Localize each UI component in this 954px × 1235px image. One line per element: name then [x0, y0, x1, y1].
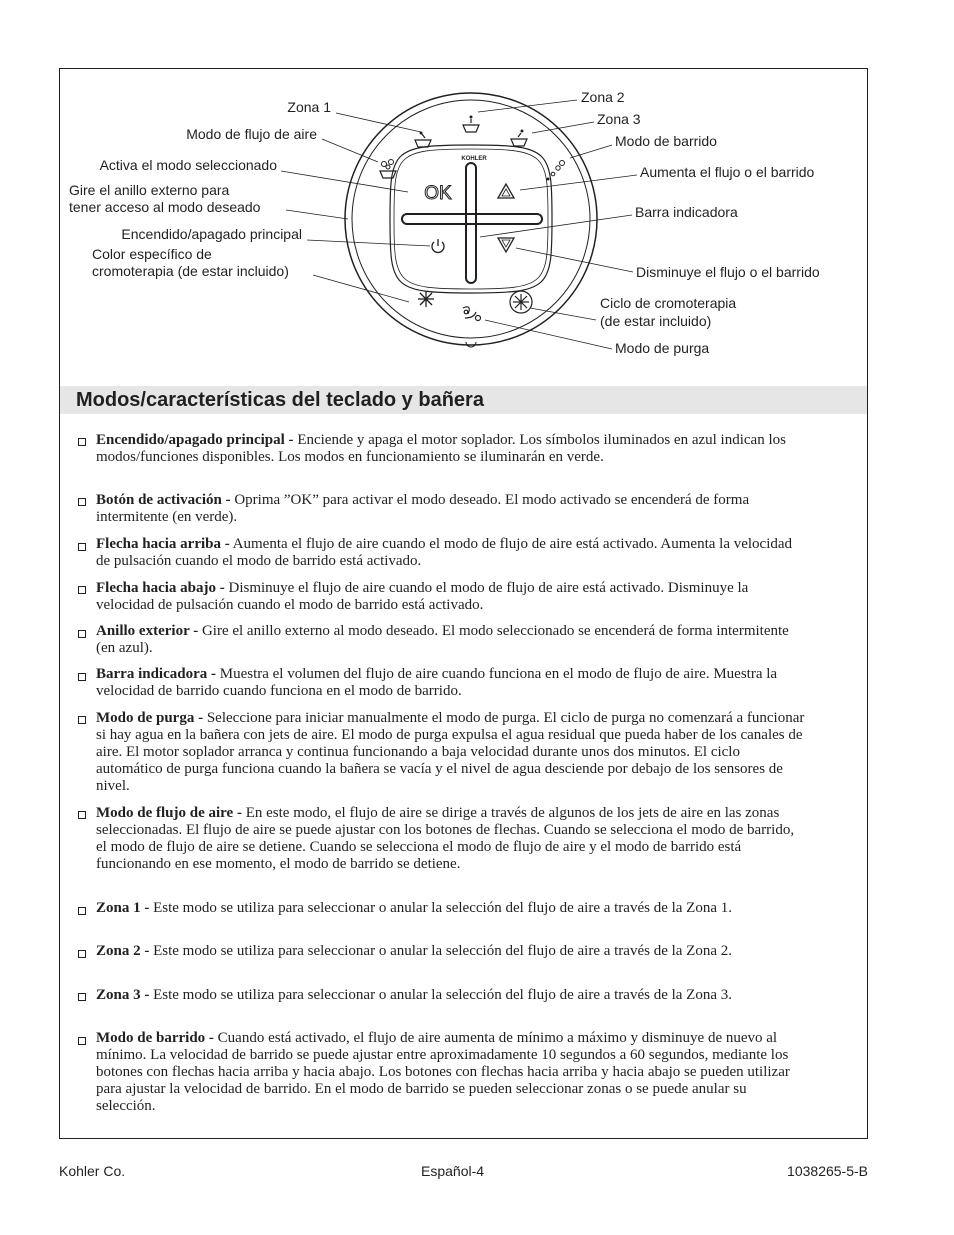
bullet-icon [78, 811, 86, 819]
label-zona1: Zona 1 [287, 99, 331, 115]
list-item: Modo de barrido - Cuando está activado, el flujo de aire aumenta de mínimo a máximo y disminuye de nuevo al mínimo. La velocidad de barrido se puede ajustar entre aproximadamente 10 segundos a 60 segundos, mediante los botones con flechas hacia arriba y hacia abajo. Los botones con flechas hacia arriba y hacia abajo se pueden utilizar para ajustar la velocidad de barrido. En el modo de barrido se pueden seleccionar zonas o se puede anular su selección. [96, 1030, 790, 1114]
label-disminuye: Disminuye el flujo o el barrido [636, 264, 820, 280]
label-ciclo-1: Ciclo de cromoterapia [600, 295, 737, 311]
bullet-icon [78, 586, 86, 594]
ok-button[interactable]: OK [424, 183, 452, 204]
label-color-2: cromoterapia (de estar incluido) [92, 263, 289, 279]
bullet-icon [78, 716, 86, 724]
list-item: Encendido/apagado principal - Enciende y apaga el motor soplador. Los símbolos iluminados en azul indican los modos/funciones disponibles. Los modos en funcionamiento se iluminarán en verde. [96, 432, 786, 465]
label-modo-barrido: Modo de barrido [615, 133, 717, 149]
bullet-icon [78, 498, 86, 506]
label-gire-anillo-1: Gire el anillo externo para [69, 182, 230, 198]
list-item: Zona 2 - Este modo se utiliza para seleccionar o anular la selección del flujo de aire a través de la Zona 2. [96, 943, 733, 959]
central-keypad [390, 145, 552, 293]
list-item: Modo de purga - Seleccione para iniciar manualmente el modo de purga. El ciclo de purga no comenzará a funcionar si hay agua en la bañera con jets de aire. El modo de purga expulsa el agua residual que pueda haber de los canales de aire. El motor soplador arranca y continua funcionando a baja velocidad durante unos dos minutos. El ciclo automático de purga funciona cuando la bañera se vacía y el nivel de agua desciende por debajo de los sensores de nivel. [96, 710, 805, 794]
zone2-icon[interactable] [463, 116, 479, 133]
label-barra-indicadora: Barra indicadora [635, 204, 738, 220]
label-encendido: Encendido/apagado principal [121, 226, 302, 242]
label-activa-modo: Activa el modo seleccionado [99, 157, 277, 173]
bullet-icon [78, 993, 86, 1001]
zone1-icon[interactable] [415, 132, 431, 148]
list-item: Zona 3 - Este modo se utiliza para seleccionar o anular la selección del flujo de aire a través de la Zona 3. [96, 987, 733, 1003]
bullet-icon [78, 438, 86, 446]
bullet-icon [78, 950, 86, 958]
list-item: Flecha hacia abajo - Disminuye el flujo de aire cuando el modo de flujo de aire está activado. Disminuye la velocidad de pulsación cuando el modo de barrido está activado. [96, 580, 749, 613]
section-title: Modos/características del teclado y bañera [76, 389, 484, 411]
label-modo-flujo-aire: Modo de flujo de aire [186, 126, 317, 142]
list-item: Botón de activación - Oprima ”OK” para activar el modo deseado. El modo activado se encenderá de forma intermitente (en verde). [96, 492, 750, 525]
footer-company: Kohler Co. [59, 1163, 126, 1179]
chromotherapy-cycle-icon[interactable] [510, 291, 532, 313]
label-zona2: Zona 2 [581, 89, 625, 105]
label-purga: Modo de purga [615, 340, 710, 356]
list-item: Flecha hacia arriba - Aumenta el flujo de aire cuando el modo de flujo de aire está activado. Aumenta la velocidad de pulsación cuando el modo de barrido está activado. [96, 536, 793, 569]
brand-text: KOHLER [461, 156, 487, 162]
zone3-icon[interactable] [511, 130, 527, 147]
bullet-icon [78, 630, 86, 638]
footer-doc-number: 1038265-5-B [787, 1163, 868, 1179]
list-item: Modo de flujo de aire - En este modo, el flujo de aire se dirige a través de algunos de los jets de aire en las zonas seleccionadas. El flujo de aire se puede ajustar con los botones de flechas. Cuando se selecciona el modo de barrido, el modo de flujo de aire se detiene. Cuando se selecciona el modo de flujo de aire y el modo de barrido está funcionando en ese momento, el modo de barrido se detiene. [96, 805, 795, 872]
chromotherapy-color-icon[interactable] [418, 291, 434, 307]
list-item: Barra indicadora - Muestra el volumen del flujo de aire cuando funciona en el modo de flujo de aire. Muestra la velocidad de barrido cuando funciona en el modo de barrido. [96, 666, 778, 699]
label-color-1: Color específico de [92, 246, 212, 262]
label-zona3: Zona 3 [597, 111, 641, 127]
purge-mode-icon[interactable] [463, 307, 481, 321]
label-gire-anillo-2: tener acceso al modo deseado [69, 199, 261, 215]
bullet-icon [78, 907, 86, 915]
list-item: Anillo exterior - Gire el anillo externo al modo deseado. El modo seleccionado se encenderá de forma intermitente (en azul). [96, 623, 789, 656]
bullet-icon [78, 543, 86, 551]
bullet-icon [78, 1037, 86, 1045]
bullet-icon [78, 673, 86, 681]
label-ciclo-2: (de estar incluido) [600, 313, 712, 329]
footer-page-number: Español-4 [421, 1163, 485, 1179]
list-item: Zona 1 - Este modo se utiliza para seleccionar o anular la selección del flujo de aire a través de la Zona 1. [96, 900, 733, 916]
label-aumenta: Aumenta el flujo o el barrido [640, 164, 815, 180]
